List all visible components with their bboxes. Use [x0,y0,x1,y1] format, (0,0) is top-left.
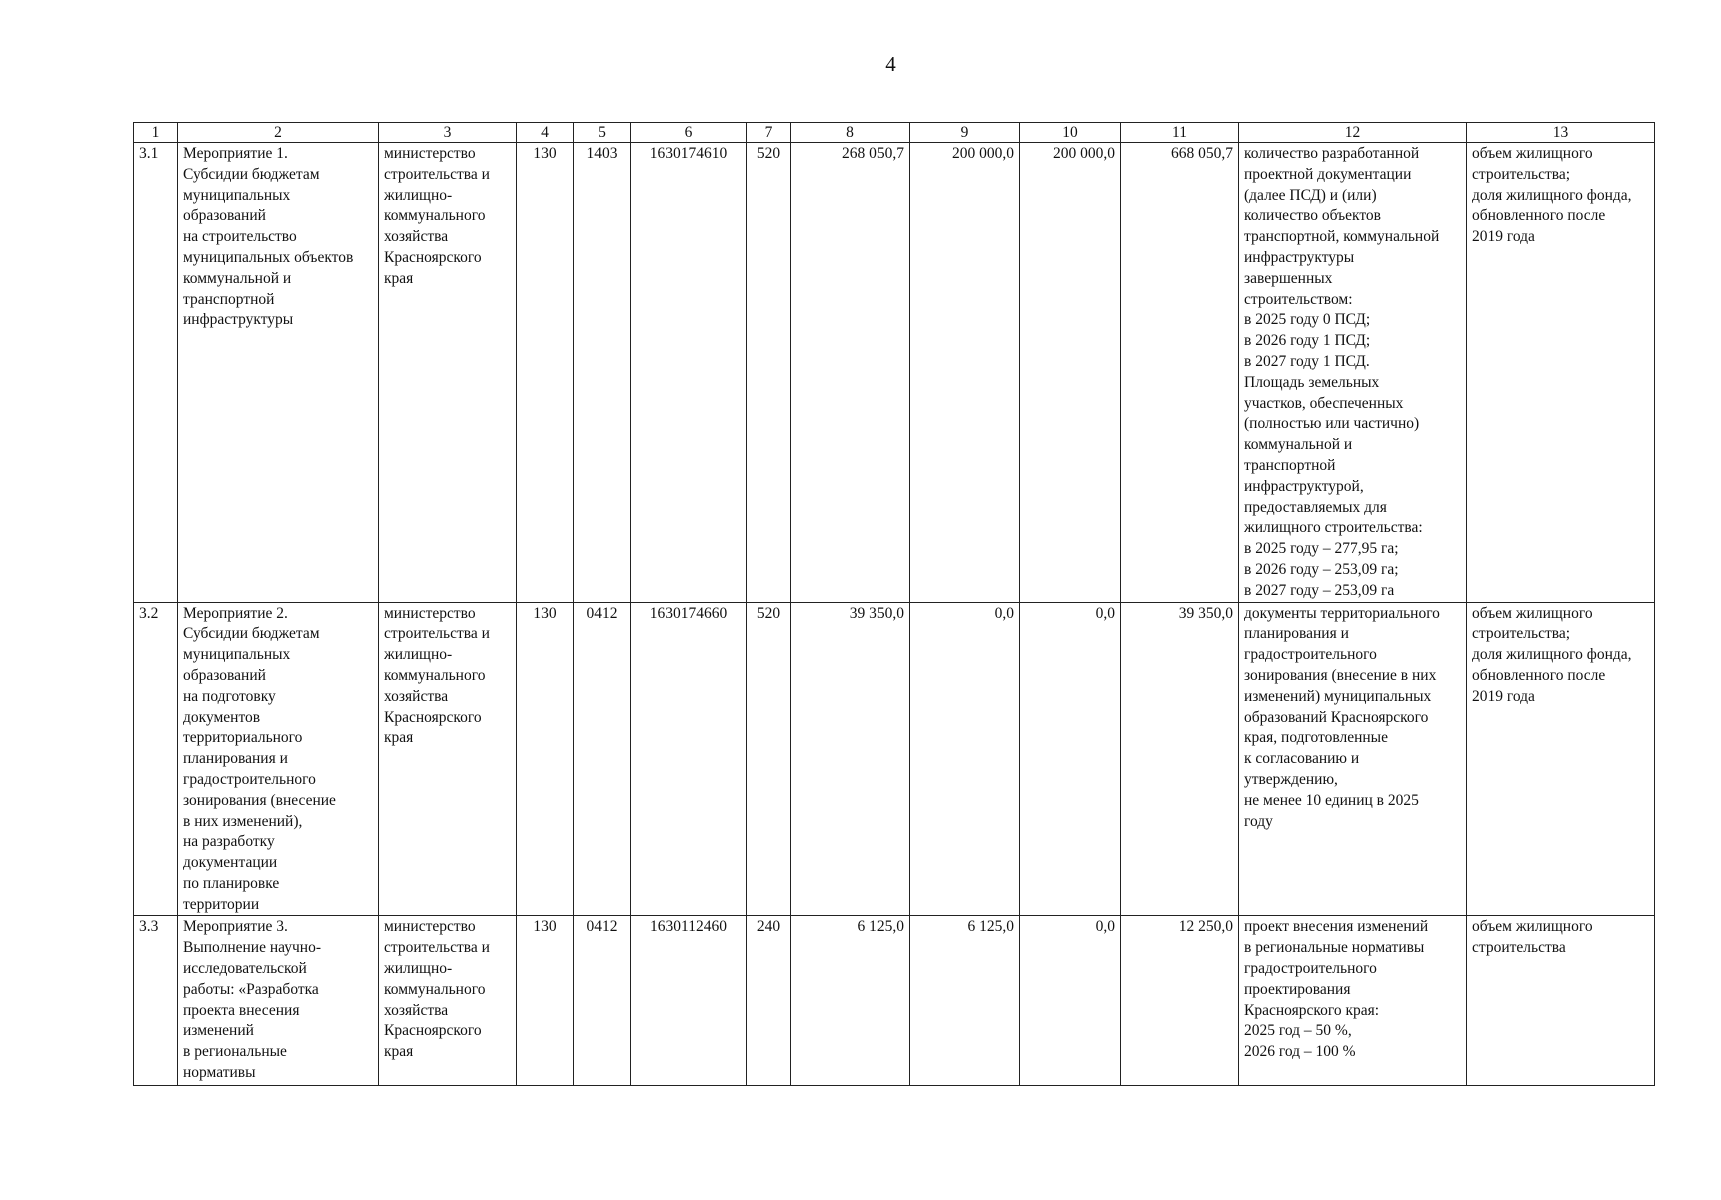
text-line: Красноярского [384,708,482,726]
text-line: 2026 год – 100 % [1244,1043,1356,1061]
text-line: (полностью или частично) [1244,415,1420,433]
text-line: 2019 года [1472,228,1535,246]
text-line: количество разработанной [1244,145,1420,162]
text-line: объем жилищного [1472,145,1593,162]
text-line: коммунальной и [183,269,292,287]
text-line: министерство [384,604,476,622]
text-line: в 2025 году – 277,95 га; [1244,540,1399,558]
text-line: инфраструктурой, [1244,477,1364,495]
page-number: 4 [885,52,896,76]
text-line: Красноярского [384,248,482,266]
amount-cell: 6 125,0 [910,916,1020,1086]
amount-cell: 0,0 [1020,602,1121,916]
text-line: хозяйства [384,228,449,246]
code-cell: 130 [517,602,574,916]
amount-cell: 268 050,7 [791,143,910,603]
text-line: 2019 года [1472,687,1535,705]
text-line: инфраструктуры [183,311,294,329]
text-line: обновленного после [1472,666,1606,684]
text-line: в них изменений), [183,812,303,830]
text-line: в 2027 году – 253,09 га [1244,581,1395,599]
text-line: в 2027 году 1 ПСД. [1244,352,1370,370]
text-line: по планировке [183,874,280,892]
text-line: документов [183,708,261,726]
row-number-cell: 3.1 [134,143,178,603]
text-line: коммунального [384,666,486,684]
text-line: строительством: [1244,290,1353,308]
header-cell: 5 [574,123,631,143]
text-line: градостроительного [1244,646,1377,664]
text-line: строительства; [1472,625,1571,643]
text-line: строительства; [1472,165,1571,183]
text-line: министерство [384,145,476,162]
text-line: нормативы [183,1064,256,1082]
indicator-cell [1467,143,1655,603]
code-cell: 0412 [574,916,631,1086]
code-cell: 1630112460 [631,916,747,1086]
text-line: градостроительного [183,770,316,788]
text-line: территориального [183,729,303,747]
text-line: в региональные нормативы [1244,939,1425,957]
text-line: завершенных [1244,269,1333,287]
text-line: участков, обеспеченных [1244,394,1404,412]
result-cell [1239,916,1467,1086]
text-line: Субсидии бюджетам [183,625,320,643]
header-cell: 10 [1020,123,1121,143]
code-cell: 1630174610 [631,143,747,603]
text-line: жилищно- [384,646,453,664]
text-line: Красноярского края: [1244,1001,1380,1019]
amount-cell: 6 125,0 [791,916,910,1086]
text-line: количество объектов [1244,207,1381,225]
executor-cell [379,916,517,1086]
text-line: муниципальных объектов [183,248,354,266]
text-line: планирования и [183,750,288,768]
row-number-cell: 3.2 [134,602,178,916]
text-line: хозяйства [384,687,449,705]
amount-cell: 668 050,7 [1121,143,1239,603]
text-line: исследовательской [183,960,307,978]
amount-cell: 200 000,0 [1020,143,1121,603]
executor-cell [379,602,517,916]
text-line: зонирования (внесение [183,791,336,809]
code-cell: 520 [747,602,791,916]
text-line: градостроительного [1244,960,1377,978]
header-cell: 4 [517,123,574,143]
text-line: предоставляемых для [1244,498,1387,516]
executor-cell [379,143,517,603]
text-line: проекта внесения [183,1001,300,1019]
text-line: жилищного строительства: [1244,519,1423,537]
text-line: объем жилищного [1472,918,1593,936]
amount-cell: 200 000,0 [910,143,1020,603]
text-line: коммунального [384,207,486,225]
amount-cell: 39 350,0 [1121,602,1239,916]
text-line: году [1244,812,1273,830]
activity-name-cell [178,602,379,916]
code-cell: 130 [517,916,574,1086]
text-line: жилищно- [384,960,453,978]
text-line: министерство [384,918,476,936]
text-line: на разработку [183,833,275,851]
text-line: образований Красноярского [1244,708,1429,726]
text-line: в региональные [183,1043,287,1061]
code-cell: 130 [517,143,574,603]
code-cell: 520 [747,143,791,603]
text-line: транспортной [183,290,275,308]
text-line: хозяйства [384,1001,449,1019]
activity-name-cell [178,143,379,603]
text-line: жилищно- [384,186,453,204]
amount-cell: 12 250,0 [1121,916,1239,1086]
header-cell: 13 [1467,123,1655,143]
text-line: на строительство [183,228,297,246]
text-line: (далее ПСД) и (или) [1244,186,1377,204]
text-line: в 2026 году 1 ПСД; [1244,332,1371,350]
text-line: инфраструктуры [1244,248,1355,266]
text-line: к согласованию и [1244,750,1360,768]
text-line: Площадь земельных [1244,373,1380,391]
text-line: строительства [1472,939,1566,957]
text-line: строительства и [384,165,490,183]
text-line: изменений [183,1022,254,1040]
result-cell [1239,602,1467,916]
text-line: муниципальных [183,646,291,664]
text-line: в 2026 году – 253,09 га; [1244,560,1399,578]
table-row [134,143,1655,603]
code-cell: 1403 [574,143,631,603]
text-line: Субсидии бюджетам [183,165,320,183]
indicator-cell [1467,916,1655,1086]
text-line: в 2025 году 0 ПСД; [1244,311,1371,329]
text-line: коммунальной и [1244,436,1353,454]
header-cell: 2 [178,123,379,143]
row-number-cell: 3.3 [134,916,178,1086]
text-line: доля жилищного фонда, [1472,186,1632,204]
header-cell: 6 [631,123,747,143]
amount-cell: 0,0 [910,602,1020,916]
amount-cell: 39 350,0 [791,602,910,916]
program-table [133,122,1655,1086]
amount-cell: 0,0 [1020,916,1121,1086]
header-cell: 9 [910,123,1020,143]
indicator-cell [1467,602,1655,916]
text-line: проектирования [1244,980,1351,998]
text-line: объем жилищного [1472,604,1593,622]
text-line: образований [183,666,266,684]
text-line: территории [183,895,260,913]
header-cell: 12 [1239,123,1467,143]
text-line: проектной документации [1244,165,1412,183]
header-row [134,123,1655,143]
text-line: коммунального [384,980,486,998]
text-line: на подготовку [183,687,276,705]
text-line: Красноярского [384,1022,482,1040]
header-cell: 7 [747,123,791,143]
text-line: края, подготовленные [1244,729,1388,747]
header-cell: 3 [379,123,517,143]
activity-name-cell [178,916,379,1086]
text-line: планирования и [1244,625,1349,643]
text-line: строительства и [384,625,490,643]
text-line: Мероприятие 3. [183,918,288,936]
code-cell: 0412 [574,602,631,916]
text-line: доля жилищного фонда, [1472,646,1632,664]
text-line: проект внесения изменений [1244,918,1429,936]
text-line: строительства и [384,939,490,957]
text-line: Выполнение научно- [183,939,321,957]
header-cell: 1 [134,123,178,143]
text-line: 2025 год – 50 %, [1244,1022,1352,1040]
text-line: муниципальных [183,186,291,204]
text-line: транспортной, коммунальной [1244,228,1440,246]
text-line: края [384,1043,414,1061]
table-row [134,916,1655,1086]
text-line: утверждению, [1244,770,1338,788]
text-line: края [384,729,414,747]
text-line: документации [183,854,278,872]
result-cell [1239,143,1467,603]
text-line: края [384,269,414,287]
text-line: документы территориального [1244,604,1440,622]
code-cell: 240 [747,916,791,1086]
text-line: не менее 10 единиц в 2025 [1244,791,1419,809]
text-line: изменений) муниципальных [1244,687,1432,705]
header-cell: 11 [1121,123,1239,143]
text-line: образований [183,207,266,225]
text-line: Мероприятие 2. [183,604,288,622]
text-line: обновленного после [1472,207,1606,225]
code-cell: 1630174660 [631,602,747,916]
header-cell: 8 [791,123,910,143]
text-line: работы: «Разработка [183,980,319,998]
text-line: Мероприятие 1. [183,145,288,162]
text-line: транспортной [1244,456,1336,474]
table-row [134,602,1655,916]
text-line: зонирования (внесение в них [1244,666,1437,684]
